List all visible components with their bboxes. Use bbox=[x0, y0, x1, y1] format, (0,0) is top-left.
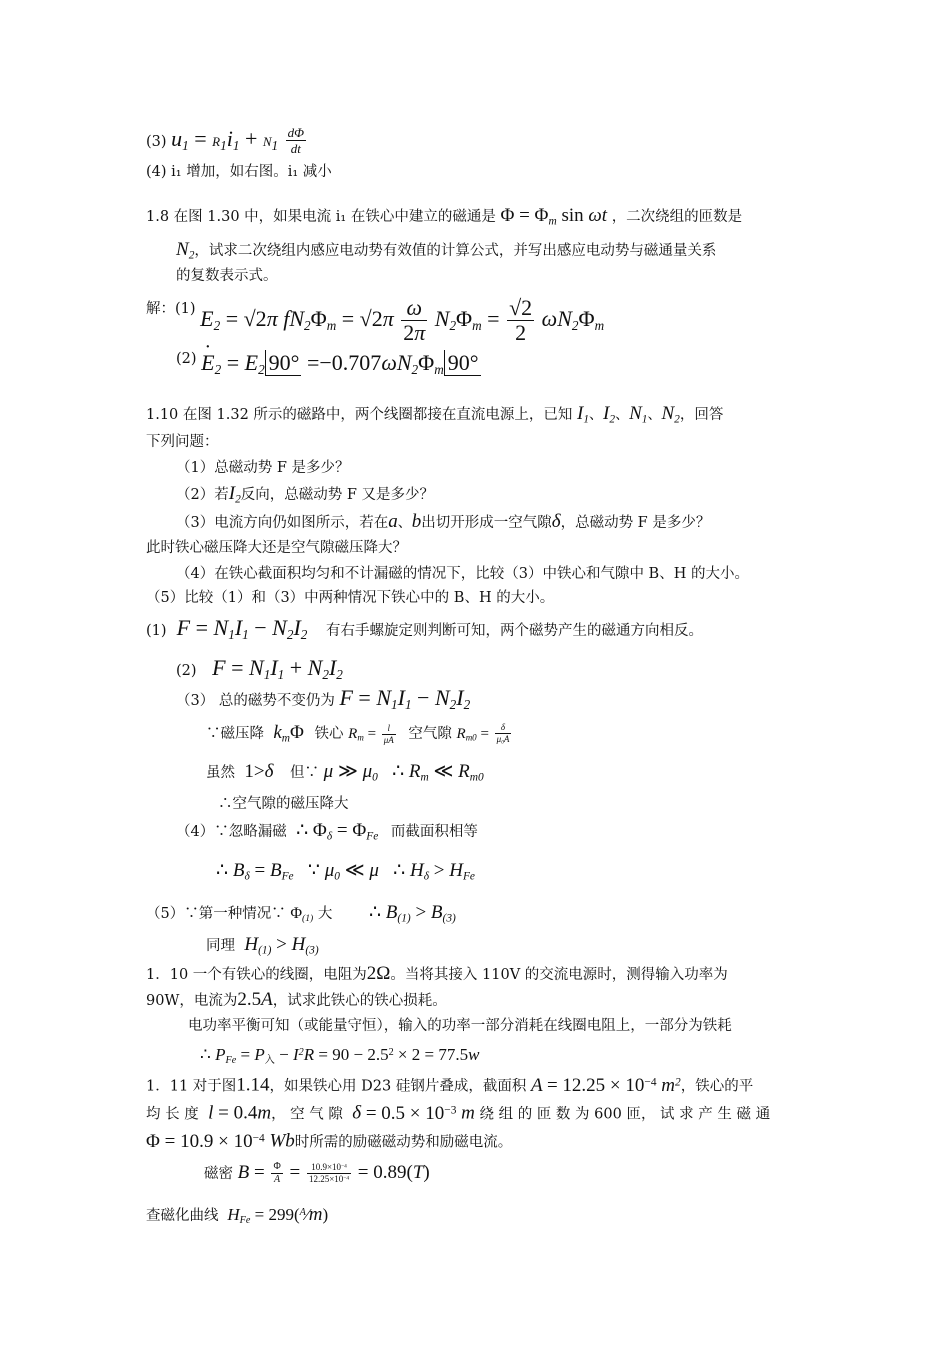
formula-E2: $E_2 = √2\pi$ $fN_2\Phi_m = √2\pi$ $\frac{\omega}{2\pi}$ $N_2\Phi_m$ = $\frac{√2}{2}$ $\omega N_2\Phi_m$ bbox=[200, 295, 605, 346]
solution-2 bbox=[176, 348, 481, 378]
answer-1 bbox=[146, 614, 703, 642]
formula-u1: $u_1 = R_1i_1 + N_1$ $\frac{d\Phi}{dt}$ bbox=[171, 125, 305, 157]
text: （5）∵第一种情况∵ bbox=[146, 906, 286, 922]
formula-Rm0: $R_{m0}$ = $\frac{\delta}{\mu_0A}$ bbox=[456, 722, 510, 746]
formula-flux: $\Phi = \Phi_m$ sin ωt bbox=[500, 205, 608, 228]
formula-flux-value: $\Phi = 10.9 \times 10^{-4}$ Wb bbox=[146, 1130, 295, 1152]
text-line bbox=[206, 932, 319, 958]
item-label: （3） 总的磁势不变仍为 bbox=[176, 693, 335, 709]
formula-mu-ineq: μ ≫ $\mu_0$ ∴ $R_m$ ≪ $R_{m0}$ bbox=[323, 761, 484, 784]
text-line bbox=[176, 240, 716, 265]
formula-N2: $N_2$ bbox=[176, 239, 195, 262]
text: 磁密 bbox=[204, 1166, 233, 1182]
text-line: 此时铁心磁压降大还是空气隙磁压降大？ bbox=[146, 540, 407, 556]
formula-B-H: ∴ $B_\delta = B_{Fe}$ ∵ $\mu_0$ ≪ μ ∴ $H_\delta > H_{Fe}$ bbox=[216, 860, 475, 883]
text: ，试求此铁心的铁心损耗。 bbox=[272, 993, 447, 1009]
text-line bbox=[176, 512, 710, 534]
problem-1-10b bbox=[146, 964, 728, 985]
eq-voltage bbox=[146, 122, 308, 156]
text-line: (4) i₁ 增加，如右图。i₁ 减小 bbox=[146, 164, 332, 180]
text: 1．11 对于图 bbox=[146, 1078, 237, 1095]
text: 有右手螺旋定则判断可知，两个磁势产生的磁通方向相反。 bbox=[325, 623, 703, 639]
text-line bbox=[176, 484, 434, 509]
formula-area: $A = 12.25 \times 10^{-4}$ $m^2$ bbox=[530, 1074, 681, 1096]
text: 同理 bbox=[206, 938, 235, 954]
text: ， 空 气 隙 bbox=[271, 1106, 343, 1123]
text: 出切开形成一空气隙 bbox=[421, 515, 552, 531]
text: ，二次绕组的匝数是 bbox=[611, 209, 743, 225]
formula-delta-ineq: 1>δ bbox=[244, 761, 274, 782]
formula-E2-phasor: E $˙_2 = E_2$ $90^\circ =-0.707\omega N_2\Phi_m$ 90° bbox=[201, 350, 480, 375]
answer-3 bbox=[176, 684, 470, 712]
text: ，如果铁心用 D23 硅钢片叠成，截面积 bbox=[269, 1078, 527, 1095]
text: 1．10 一个有铁心的线圈，电阻为 bbox=[146, 967, 367, 983]
text-line: 的复数表示式。 bbox=[176, 268, 278, 284]
text-line bbox=[146, 1196, 328, 1230]
text: 铁心 bbox=[314, 726, 344, 742]
formula-kphi: $k_m\Phi$ bbox=[268, 722, 304, 745]
formula-length: l = 0.4m bbox=[203, 1102, 272, 1124]
item-label: (2) bbox=[176, 351, 197, 367]
formula-PFe: ∴ $P_{Fe} = P_入 - I^2R = 90 - 2.5^2 \times 2 = 77.5w$ bbox=[200, 1045, 480, 1067]
formula-F3: $F = N_1I_1 - N_2I_2$ bbox=[339, 685, 471, 712]
text: 90W，电流为 bbox=[146, 993, 238, 1009]
formula-current: 2.5A bbox=[237, 989, 273, 1010]
text: 空气隙 bbox=[408, 726, 452, 742]
text-line: ∴空气隙的磁压降大 bbox=[218, 796, 349, 812]
formula-I2: $I_2$ bbox=[228, 483, 241, 506]
text: 。当将其接入 110V 的交流电源时，测得输入功率为 bbox=[390, 967, 728, 983]
formula-phi1: $\Phi_{(1)}$ bbox=[290, 905, 314, 924]
formula-row bbox=[200, 1040, 479, 1066]
text-line bbox=[206, 718, 513, 748]
formula-HFe: $H_{Fe}$ = 299($^A$⁄m) bbox=[223, 1204, 329, 1227]
text: （3）电流方向仍如图所示，若在 bbox=[176, 515, 389, 531]
formula-Rm: $R_m$ = $\frac{l}{\mu A}$ bbox=[348, 723, 394, 746]
problem-1-10 bbox=[146, 404, 723, 429]
item-label: (1) bbox=[146, 623, 167, 639]
formula-figref: 1.14 bbox=[236, 1074, 270, 1096]
text-line: （5）比较（1）和（3）中两种情况下铁心中的 B、H 的大小。 bbox=[146, 590, 555, 606]
formula-resistance: 2Ω bbox=[366, 963, 391, 984]
text-line bbox=[146, 1128, 512, 1153]
formula-ab: a、b bbox=[388, 511, 422, 532]
text: 绕 组 的 匝 数 为 600 匝， 试 求 产 生 磁 通 bbox=[479, 1106, 771, 1123]
text: ，总磁动势 F 是多少？ bbox=[560, 515, 711, 531]
text-line bbox=[206, 758, 484, 786]
formula-B1-B3: ∴ $B_{(1)} > B_{(3)}$ bbox=[368, 902, 456, 925]
formula-H1-H3: $H_{(1)} > H_{(3)}$ bbox=[239, 934, 319, 957]
answer-4 bbox=[176, 818, 478, 844]
formula-row bbox=[216, 856, 475, 886]
text: 反向，总磁动势 F 又是多少？ bbox=[240, 487, 435, 503]
text: 1.10 在图 1.32 所示的磁路中，两个线圈都接在直流电源上，已知 bbox=[146, 407, 573, 423]
answer-2 bbox=[176, 654, 343, 682]
text: 时所需的励磁磁动势和励磁电流。 bbox=[294, 1134, 513, 1151]
text: 虽然 bbox=[206, 765, 235, 781]
formula-flux-eq: ∴ $\Phi_\delta = \Phi_{Fe}$ bbox=[296, 820, 379, 843]
item-label: 解：(1) bbox=[146, 301, 196, 317]
formula-F2: $F = N_1I_1 + N_2I_2$ bbox=[201, 655, 343, 682]
text-line: （4）在铁心截面积均匀和不计漏磁的情况下，比较（3）中铁心和气隙中 B、H 的大小。 bbox=[176, 566, 749, 582]
formula-knowns: $I_1$、$I_2$、$N_1$、$N_2$ bbox=[577, 403, 680, 426]
text: 查磁化曲线 bbox=[146, 1208, 219, 1225]
formula-B: B = $\frac{\Phi}{A}$ = $\frac{10.9\times 10^{-4}}{12.25\times 10^{-4}}$ = 0.89(T) bbox=[237, 1161, 430, 1186]
text: 但∵ bbox=[290, 765, 320, 781]
text-line: 下列问题： bbox=[146, 434, 219, 450]
item-label: (2) bbox=[176, 663, 197, 679]
text: ，回答 bbox=[679, 407, 724, 423]
formula-gap: $\delta = 0.5 \times 10^{-3}$ m bbox=[347, 1102, 475, 1124]
text-line: （1）总磁动势 F 是多少？ bbox=[176, 460, 350, 476]
text: ，铁心的平 bbox=[680, 1078, 754, 1095]
formula-F1: $F = N_1I_1 - N_2I_2$ bbox=[171, 615, 308, 642]
text-line bbox=[204, 1158, 430, 1188]
text: 大 bbox=[317, 906, 333, 922]
formula-delta: δ bbox=[551, 511, 561, 532]
text: 而截面积相等 bbox=[390, 824, 478, 840]
text-line bbox=[146, 990, 447, 1011]
text: （4）∵忽略漏磁 bbox=[176, 824, 287, 840]
text: 均 长 度 bbox=[146, 1106, 199, 1123]
solution-1 bbox=[146, 294, 604, 344]
text: （2）若 bbox=[176, 487, 229, 503]
text: ∵磁压降 bbox=[206, 726, 264, 742]
text: ，试求二次绕组内感应电动势有效值的计算公式，并写出感应电动势与磁通量关系 bbox=[194, 243, 717, 259]
text: 1.8 在图 1.30 中，如果电流 i₁ 在铁心中建立的磁通是 bbox=[146, 209, 496, 225]
problem-1-11 bbox=[146, 1072, 753, 1097]
answer-5 bbox=[146, 900, 456, 926]
problem-1-8 bbox=[146, 206, 742, 231]
text-line bbox=[146, 1100, 770, 1125]
item-label: (3) bbox=[146, 134, 167, 150]
text-line: 电功率平衡可知（或能量守恒），输入的功率一部分消耗在线圈电阻上，一部分为铁耗 bbox=[188, 1018, 732, 1034]
